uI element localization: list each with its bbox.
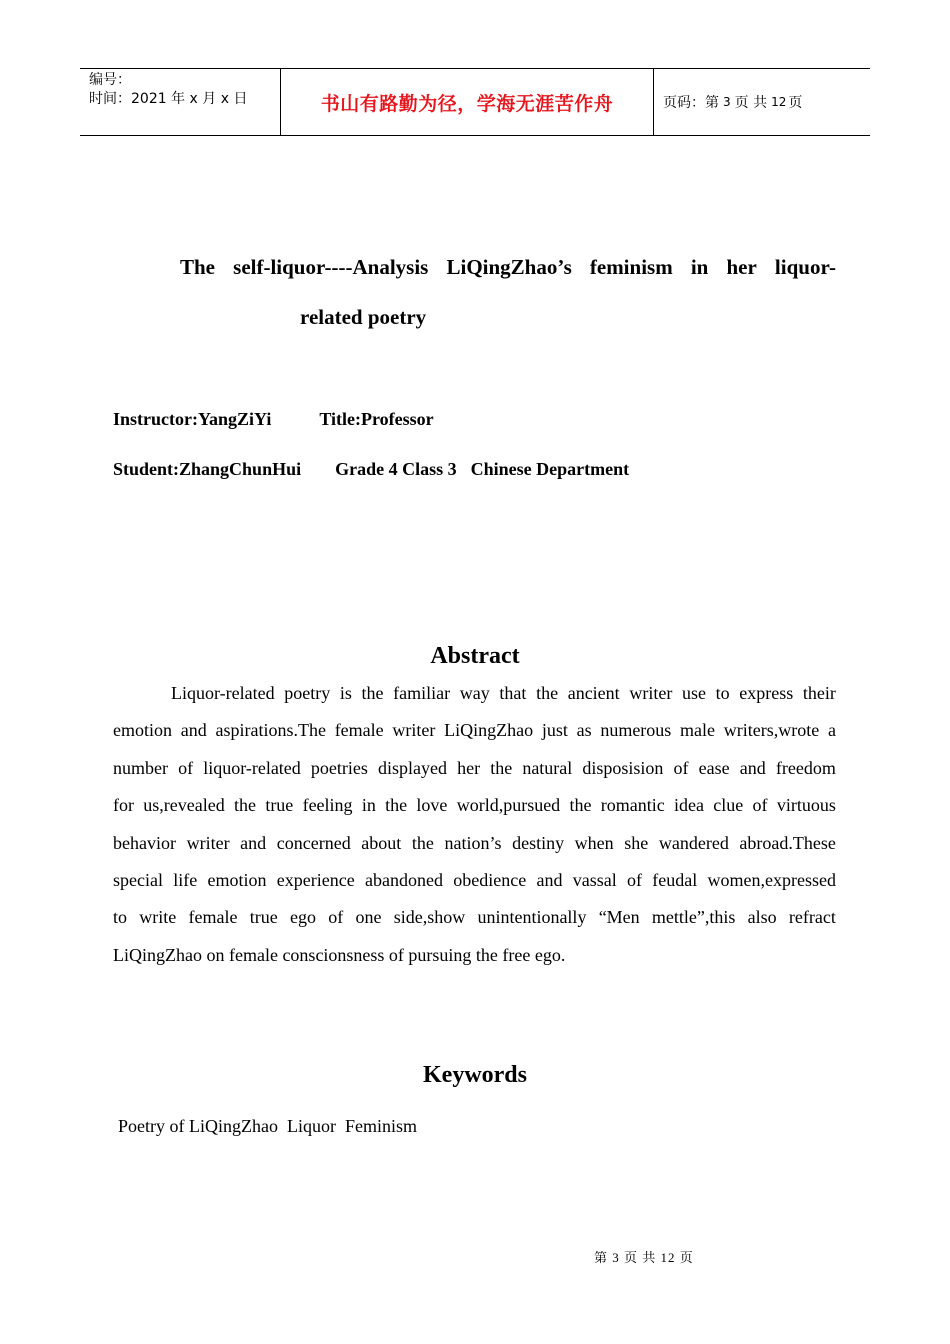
title-word: The (180, 255, 216, 279)
abstract-word: experience (276, 870, 355, 891)
abstract-word: numerous (600, 720, 672, 741)
abstract-word: destiny (512, 832, 565, 853)
instructor-name: Instructor:YangZiYi (113, 409, 272, 429)
abstract-word: clue (713, 795, 744, 816)
abstract-word: of (328, 907, 344, 928)
abstract-word: poetries (310, 757, 368, 778)
abstract-word: obedience (453, 870, 527, 891)
date-label: 时间：2021 年 x 月 x 日 (89, 91, 248, 107)
abstract-word: natural (522, 757, 573, 778)
abstract-word: us,revealed (143, 795, 225, 816)
abstract-word: writer (629, 683, 673, 703)
page-total: 12 (771, 95, 787, 109)
keywords-text: Poetry of LiQingZhao Liquor Feminism (118, 1116, 417, 1136)
abstract-word: a (827, 720, 836, 741)
abstract-line (113, 750, 836, 787)
abstract-word: unintentionally (477, 907, 587, 928)
abstract-word: when (574, 832, 614, 853)
code-label: 编号： (89, 72, 131, 88)
abstract-word: refract (788, 907, 836, 928)
abstract-word: wandered (658, 832, 729, 853)
abstract-word: ego (289, 907, 316, 928)
title-word: feminism (589, 255, 673, 279)
abstract-word: the (569, 795, 592, 816)
student-line (113, 459, 629, 480)
abstract-word: love (416, 795, 448, 816)
abstract-last-line: LiQingZhao on female conscionsness of pursuing the free ego. (113, 944, 566, 965)
abstract-word: in (361, 795, 376, 816)
title-word: LiQingZhao’s (446, 255, 572, 279)
title-word: her (726, 255, 757, 279)
abstract-word: women,expressed (707, 870, 836, 891)
abstract-word: and (240, 832, 267, 853)
abstract-word: familiar (393, 683, 451, 703)
title-word: self-liquor----Analysis (233, 255, 429, 279)
abstract-word: special (113, 870, 163, 891)
instructor-line (113, 409, 434, 430)
abstract-word: female (334, 720, 384, 741)
student-grade: Grade 4 Class 3 (335, 459, 457, 479)
motto-text: 书山有路勤为径，学海无涯苦作舟 (320, 92, 614, 115)
abstract-word: concerned (276, 832, 351, 853)
header-meta-cell (80, 69, 281, 135)
abstract-word: feeling (302, 795, 353, 816)
abstract-word: that (499, 683, 527, 703)
abstract-word: true (265, 795, 294, 816)
abstract-word: just (541, 720, 568, 741)
abstract-word: true (249, 907, 278, 928)
abstract-word: side,show (393, 907, 466, 928)
abstract-word: writers,wrote (723, 720, 820, 741)
abstract-word: way (459, 683, 490, 703)
abstract-word: and (739, 757, 766, 778)
abstract-word: ease (698, 757, 730, 778)
abstract-word: for (113, 795, 134, 816)
abstract-word: aspirations.The (215, 720, 326, 741)
abstract-body (113, 675, 836, 974)
instructor-title: Title:Professor (319, 409, 434, 429)
title-line-1 (180, 242, 836, 292)
abstract-word: disposision (582, 757, 664, 778)
abstract-word: displayed (378, 757, 447, 778)
abstract-word: her (457, 757, 481, 778)
student-department: Chinese Department (470, 459, 630, 479)
abstract-word: romantic (600, 795, 665, 816)
abstract-word: vassal (572, 870, 617, 891)
abstract-word: of (752, 795, 768, 816)
header-page-cell (654, 69, 870, 135)
abstract-word: as (576, 720, 592, 741)
abstract-word: to (113, 907, 128, 928)
abstract-word: she (624, 832, 649, 853)
abstract-word: feudal (652, 870, 698, 891)
abstract-line (113, 862, 836, 899)
abstract-word: life (173, 870, 198, 891)
abstract-word: of (673, 757, 689, 778)
abstract-word: “Men (598, 907, 640, 928)
abstract-word: the (385, 795, 408, 816)
abstract-word: LiQingZhao (444, 720, 534, 741)
abstract-word: abroad.These (739, 832, 836, 853)
abstract-word: nation’s (444, 832, 502, 853)
title-line-2: related poetry (300, 305, 427, 329)
page-mid: 页 共 (734, 95, 768, 111)
abstract-word: about (361, 832, 402, 853)
abstract-word: world,pursued (456, 795, 561, 816)
abstract-line (113, 825, 836, 862)
abstract-line (113, 787, 836, 824)
abstract-word: virtuous (776, 795, 836, 816)
title-word: liquor- (774, 255, 836, 279)
abstract-word: use (681, 683, 706, 703)
paper-title (180, 242, 836, 342)
abstract-word: and (536, 870, 563, 891)
abstract-word: their (802, 683, 836, 703)
abstract-word: the (361, 683, 384, 703)
abstract-word: behavior (113, 832, 176, 853)
abstract-word: and (180, 720, 207, 741)
abstract-heading: Abstract (430, 643, 520, 669)
abstract-word: number (113, 757, 168, 778)
abstract-word: female (188, 907, 238, 928)
abstract-word: abandoned (365, 870, 443, 891)
abstract-word: writer (392, 720, 436, 741)
abstract-word: of (178, 757, 194, 778)
abstract-word: emotion (113, 720, 172, 741)
title-word: in (690, 255, 709, 279)
abstract-word: express (739, 683, 794, 703)
abstract-word: also (747, 907, 777, 928)
abstract-word: poetry (284, 683, 331, 703)
page-current: 3 (723, 95, 731, 109)
abstract-word: to (715, 683, 730, 703)
page-header (80, 68, 870, 136)
abstract-line (113, 675, 836, 712)
abstract-word: ancient (567, 683, 620, 703)
abstract-line (113, 899, 836, 936)
abstract-word: liquor-related (203, 757, 301, 778)
abstract-word: emotion (207, 870, 267, 891)
abstract-word: freedom (775, 757, 836, 778)
abstract-word: idea (674, 795, 704, 816)
page-suffix: 页 (788, 95, 803, 111)
abstract-word: the (536, 683, 559, 703)
header-motto-cell (281, 69, 654, 135)
abstract-word: the (411, 832, 434, 853)
page-prefix: 页码：第 (663, 95, 719, 111)
abstract-line (113, 712, 836, 749)
abstract-word: writer (186, 832, 230, 853)
page-footer: 第 3 页 共 12 页 (594, 1250, 694, 1265)
abstract-word: write (139, 907, 177, 928)
abstract-word: the (490, 757, 513, 778)
abstract-word: the (234, 795, 257, 816)
keywords-heading: Keywords (423, 1062, 527, 1088)
abstract-word: mettle”,this (651, 907, 736, 928)
abstract-word: male (680, 720, 716, 741)
abstract-word: of (627, 870, 642, 891)
student-name: Student:ZhangChunHui (113, 459, 302, 479)
abstract-word: one (355, 907, 382, 928)
abstract-word: Liquor-related (171, 683, 275, 703)
abstract-word: is (339, 683, 352, 703)
